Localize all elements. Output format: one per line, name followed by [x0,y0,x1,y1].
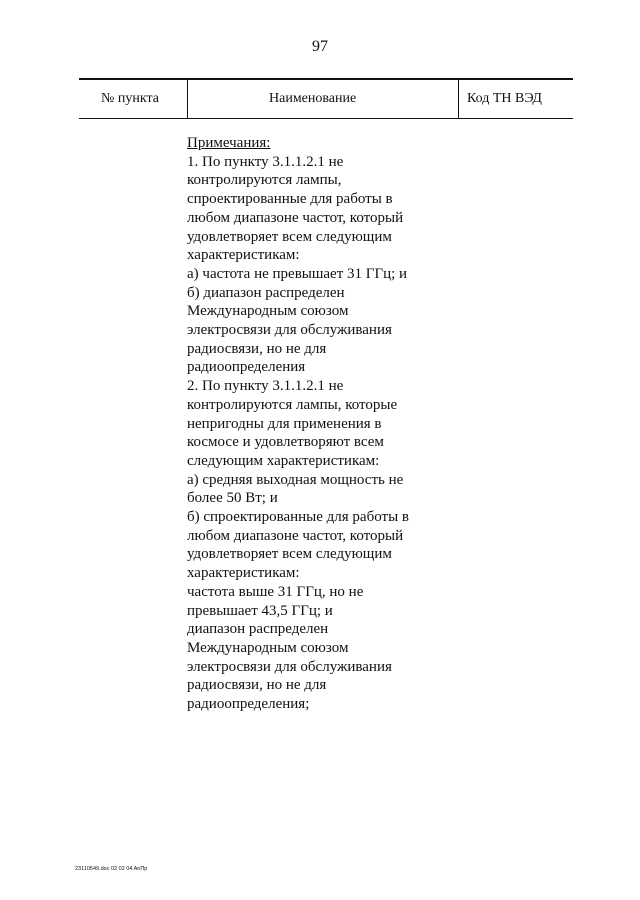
notes-line: характеристикам: [187,247,300,264]
page-number: 97 [312,38,328,55]
notes-line: характеристикам: [187,565,300,582]
notes-line: диапазон распределен [187,621,329,638]
notes-block [187,134,452,714]
notes-line: а) частота не превышает 31 ГГц; и [187,265,408,282]
column-divider-1 [187,78,188,119]
table-top-rule [79,78,573,80]
notes-line: а) средняя выходная мощность не [187,471,404,488]
notes-line: следующим характеристикам: [187,452,380,469]
notes-line: превышает 43,5 ГГц; и [187,602,333,619]
header-name: Наименование [269,91,357,106]
notes-line: удовлетворяет всем следующим [187,546,392,563]
notes-line: радиосвязи, но не для [187,677,327,694]
notes-line: 2. По пункту 3.1.1.2.1 не [187,378,344,395]
notes-line: частота выше 31 ГГц, но не [187,583,364,600]
notes-line: любом диапазоне частот, который [187,209,404,226]
notes-line: Международным союзом [187,303,349,320]
column-divider-2 [458,78,459,119]
notes-line: 1. По пункту 3.1.1.2.1 не [187,153,344,170]
table-header-bottom-rule [79,118,573,119]
notes-line: электросвязи для обслуживания [187,322,392,339]
notes-line: радиосвязи, но не для [187,340,327,357]
notes-line: радиоопределения; [187,696,310,713]
notes-line: космосе и удовлетворяют всем [187,434,384,451]
notes-line: удовлетворяет всем следующим [187,228,392,245]
notes-line: любом диапазоне частот, который [187,527,404,544]
notes-line: непригодны для применения в [187,415,382,432]
notes-line: радиоопределения [187,359,306,376]
notes-line: б) спроектированные для работы в [187,509,409,526]
notes-line: более 50 Вт; и [187,490,278,507]
header-customs-code: Код ТН ВЭД [467,91,542,106]
notes-line: спроектированные для работы в [187,191,393,208]
notes-line: контролируются лампы, [187,172,342,189]
notes-line: контролируются лампы, которые [187,396,398,413]
notes-heading: Примечания: [187,135,271,151]
footer-document-code: 23110549.doc 02 02 04 AnПр [75,866,148,872]
notes-line: электросвязи для обслуживания [187,658,392,675]
notes-line: б) диапазон распределен [187,284,345,301]
header-item-number: № пункта [101,91,159,106]
notes-line: Международным союзом [187,639,349,656]
